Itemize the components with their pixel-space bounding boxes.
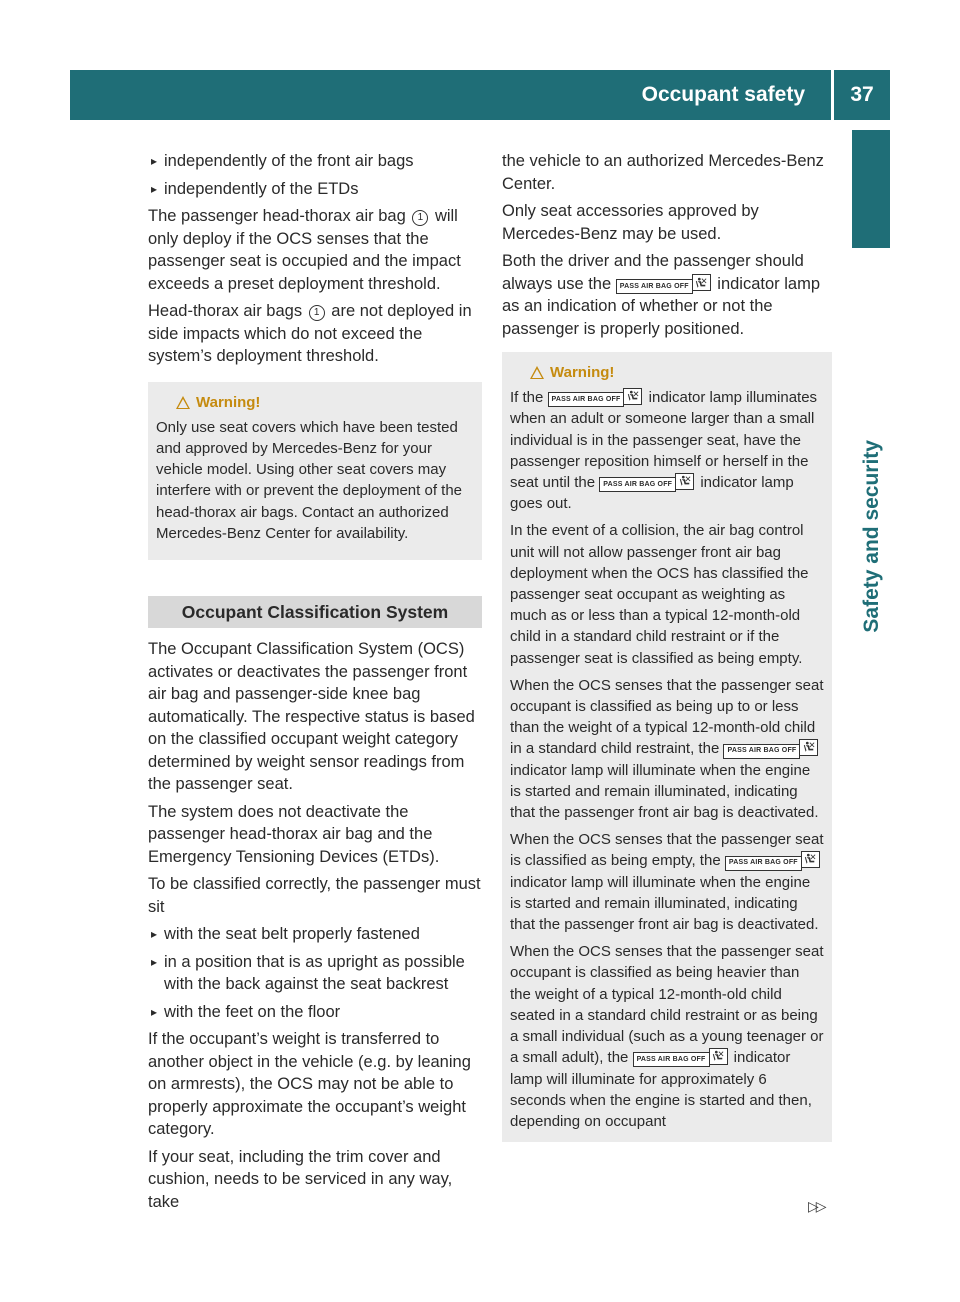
warning-text: Only use seat covers which have been tested and approved by Mercedes-Benz for your vehicle model. Using other seat covers may interfere with or prevent the deployment of the head-thorax air bags. Contact an authorized Mercedes-Benz Center for availability. <box>156 418 463 542</box>
pass-airbag-off-icon: PASS AIR BAG OFF <box>599 477 676 492</box>
header-bar <box>70 70 890 120</box>
pass-airbag-off-icon: PASS AIR BAG OFF <box>548 392 625 407</box>
page-section-title: Occupant safety <box>641 83 805 106</box>
pass-airbag-off-icon: PASS AIR BAG OFF <box>725 856 802 871</box>
warning-triangle-icon <box>530 366 544 379</box>
chapter-label: Safety and security <box>860 440 883 633</box>
list-item: ▸ independently of the front air bags <box>148 150 482 173</box>
warning-text: When the OCS senses that the passenger seat occupant is classified as being up to or less than the weight of a typical 12-month-old child in a standard child restraint, the PASS AIR BAG OFF indicator lamp will illuminate when the engine is started and remain illuminated, indicating that the passenger front air bag is deactivated. <box>510 676 824 822</box>
warning-box <box>502 352 832 1142</box>
paragraph: The Occupant Classification System (OCS) activates or deactivates the passenger front air bag and passenger-side knee bag automatically. The respective status is based on the classified occupant weight category determined by weight sensor readings from the passenger seat. <box>148 640 475 794</box>
seat-occupant-icon <box>692 274 711 291</box>
paragraph: the vehicle to an authorized Mercedes-Benz Center. <box>502 152 824 193</box>
paragraph: If your seat, including the trim cover and cushion, needs to be serviced in any way, take <box>148 1147 453 1211</box>
paragraph: To be classified correctly, the passenger must sit <box>148 875 481 916</box>
warning-text: When the OCS senses that the passenger seat occupant is classified as being heavier than the weight of a typical 12-month-old child seated in a standard child restraint or as being a small individual (such as a young teenager or a small adult), the PASS AIR BAG OFF indicator lamp will illuminate for approximately 6 seconds when the engine is started and then, depending on occupant <box>510 943 824 1130</box>
warning-text: When the OCS senses that the passenger seat is classified as being empty, the PASS AIR BAG OFF indicator lamp will illuminate when the engine is started and remain illuminated, indicating that the passenger front air bag is deactivated. <box>510 831 824 934</box>
seat-occupant-icon <box>623 388 642 405</box>
list-item: ▸ with the seat belt properly fastened <box>148 923 482 946</box>
seat-occupant-icon <box>709 1048 728 1065</box>
warning-title: Warning! <box>510 362 824 383</box>
pass-airbag-off-icon: PASS AIR BAG OFF <box>633 1052 710 1067</box>
paragraph: The passenger head-thorax air bag 1 will only deploy if the OCS senses that the passenger seat is occupied and the impact exceeds a preset deployment threshold. <box>148 207 461 293</box>
seat-occupant-icon <box>799 739 818 756</box>
section-heading: Occupant Classification System <box>148 596 482 629</box>
seat-occupant-icon <box>675 473 694 490</box>
paragraph: Only seat accessories approved by Mercedes-Benz may be used. <box>502 202 759 243</box>
paragraph: Both the driver and the passenger should always use the PASS AIR BAG OFF indicator lamp as an indication of whether or not the passenger is properly positioned. <box>502 252 820 338</box>
bullet-list <box>148 923 482 1023</box>
bullet-list-top <box>148 150 482 200</box>
warning-triangle-icon <box>176 396 190 409</box>
list-item: ▸ with the feet on the floor <box>148 1001 482 1024</box>
list-item: ▸ in a position that is as upright as possible with the back against the seat backrest <box>148 951 482 996</box>
left-column <box>148 150 482 1218</box>
pass-airbag-off-icon: PASS AIR BAG OFF <box>616 279 693 294</box>
list-item: ▸ independently of the ETDs <box>148 178 482 201</box>
warning-title: Warning! <box>156 392 474 413</box>
warning-box <box>148 382 482 560</box>
continue-arrows-icon: ▷▷ <box>808 1198 824 1214</box>
seat-occupant-icon <box>801 851 820 868</box>
warning-text: If the PASS AIR BAG OFF indicator lamp illuminates when an adult or someone larger than a small individual is in the passenger seat, have the passenger reposition himself or herself in the seat until the PASS AIR BAG OFF indicator lamp goes out. <box>510 389 818 513</box>
callout-1-icon: 1 <box>412 210 428 226</box>
paragraph: The system does not deactivate the passenger head-thorax air bag and the Emergency Tensioning Devices (ETDs). <box>148 802 440 866</box>
callout-1-icon: 1 <box>309 305 325 321</box>
chapter-tab <box>852 130 890 248</box>
right-column <box>502 150 832 1158</box>
page-number: 37 <box>850 83 874 106</box>
paragraph: If the occupant’s weight is transferred to another object in the vehicle (e.g. by leaning on armrests), the OCS may not be able to properly approximate the occupant’s weight category. <box>148 1030 471 1139</box>
paragraph: Head-thorax air bags 1 are not deployed in side impacts which do not exceed the system’s deployment threshold. <box>148 302 472 365</box>
warning-text: In the event of a collision, the air bag control unit will not allow passenger front air bag deployment when the OCS has classified the passenger seat occupant as weighting as much as or less than a typical 12-month-old child in a standard child restraint or if the passenger seat is classified as being empty. <box>510 522 809 667</box>
pass-airbag-off-icon: PASS AIR BAG OFF <box>723 744 800 759</box>
